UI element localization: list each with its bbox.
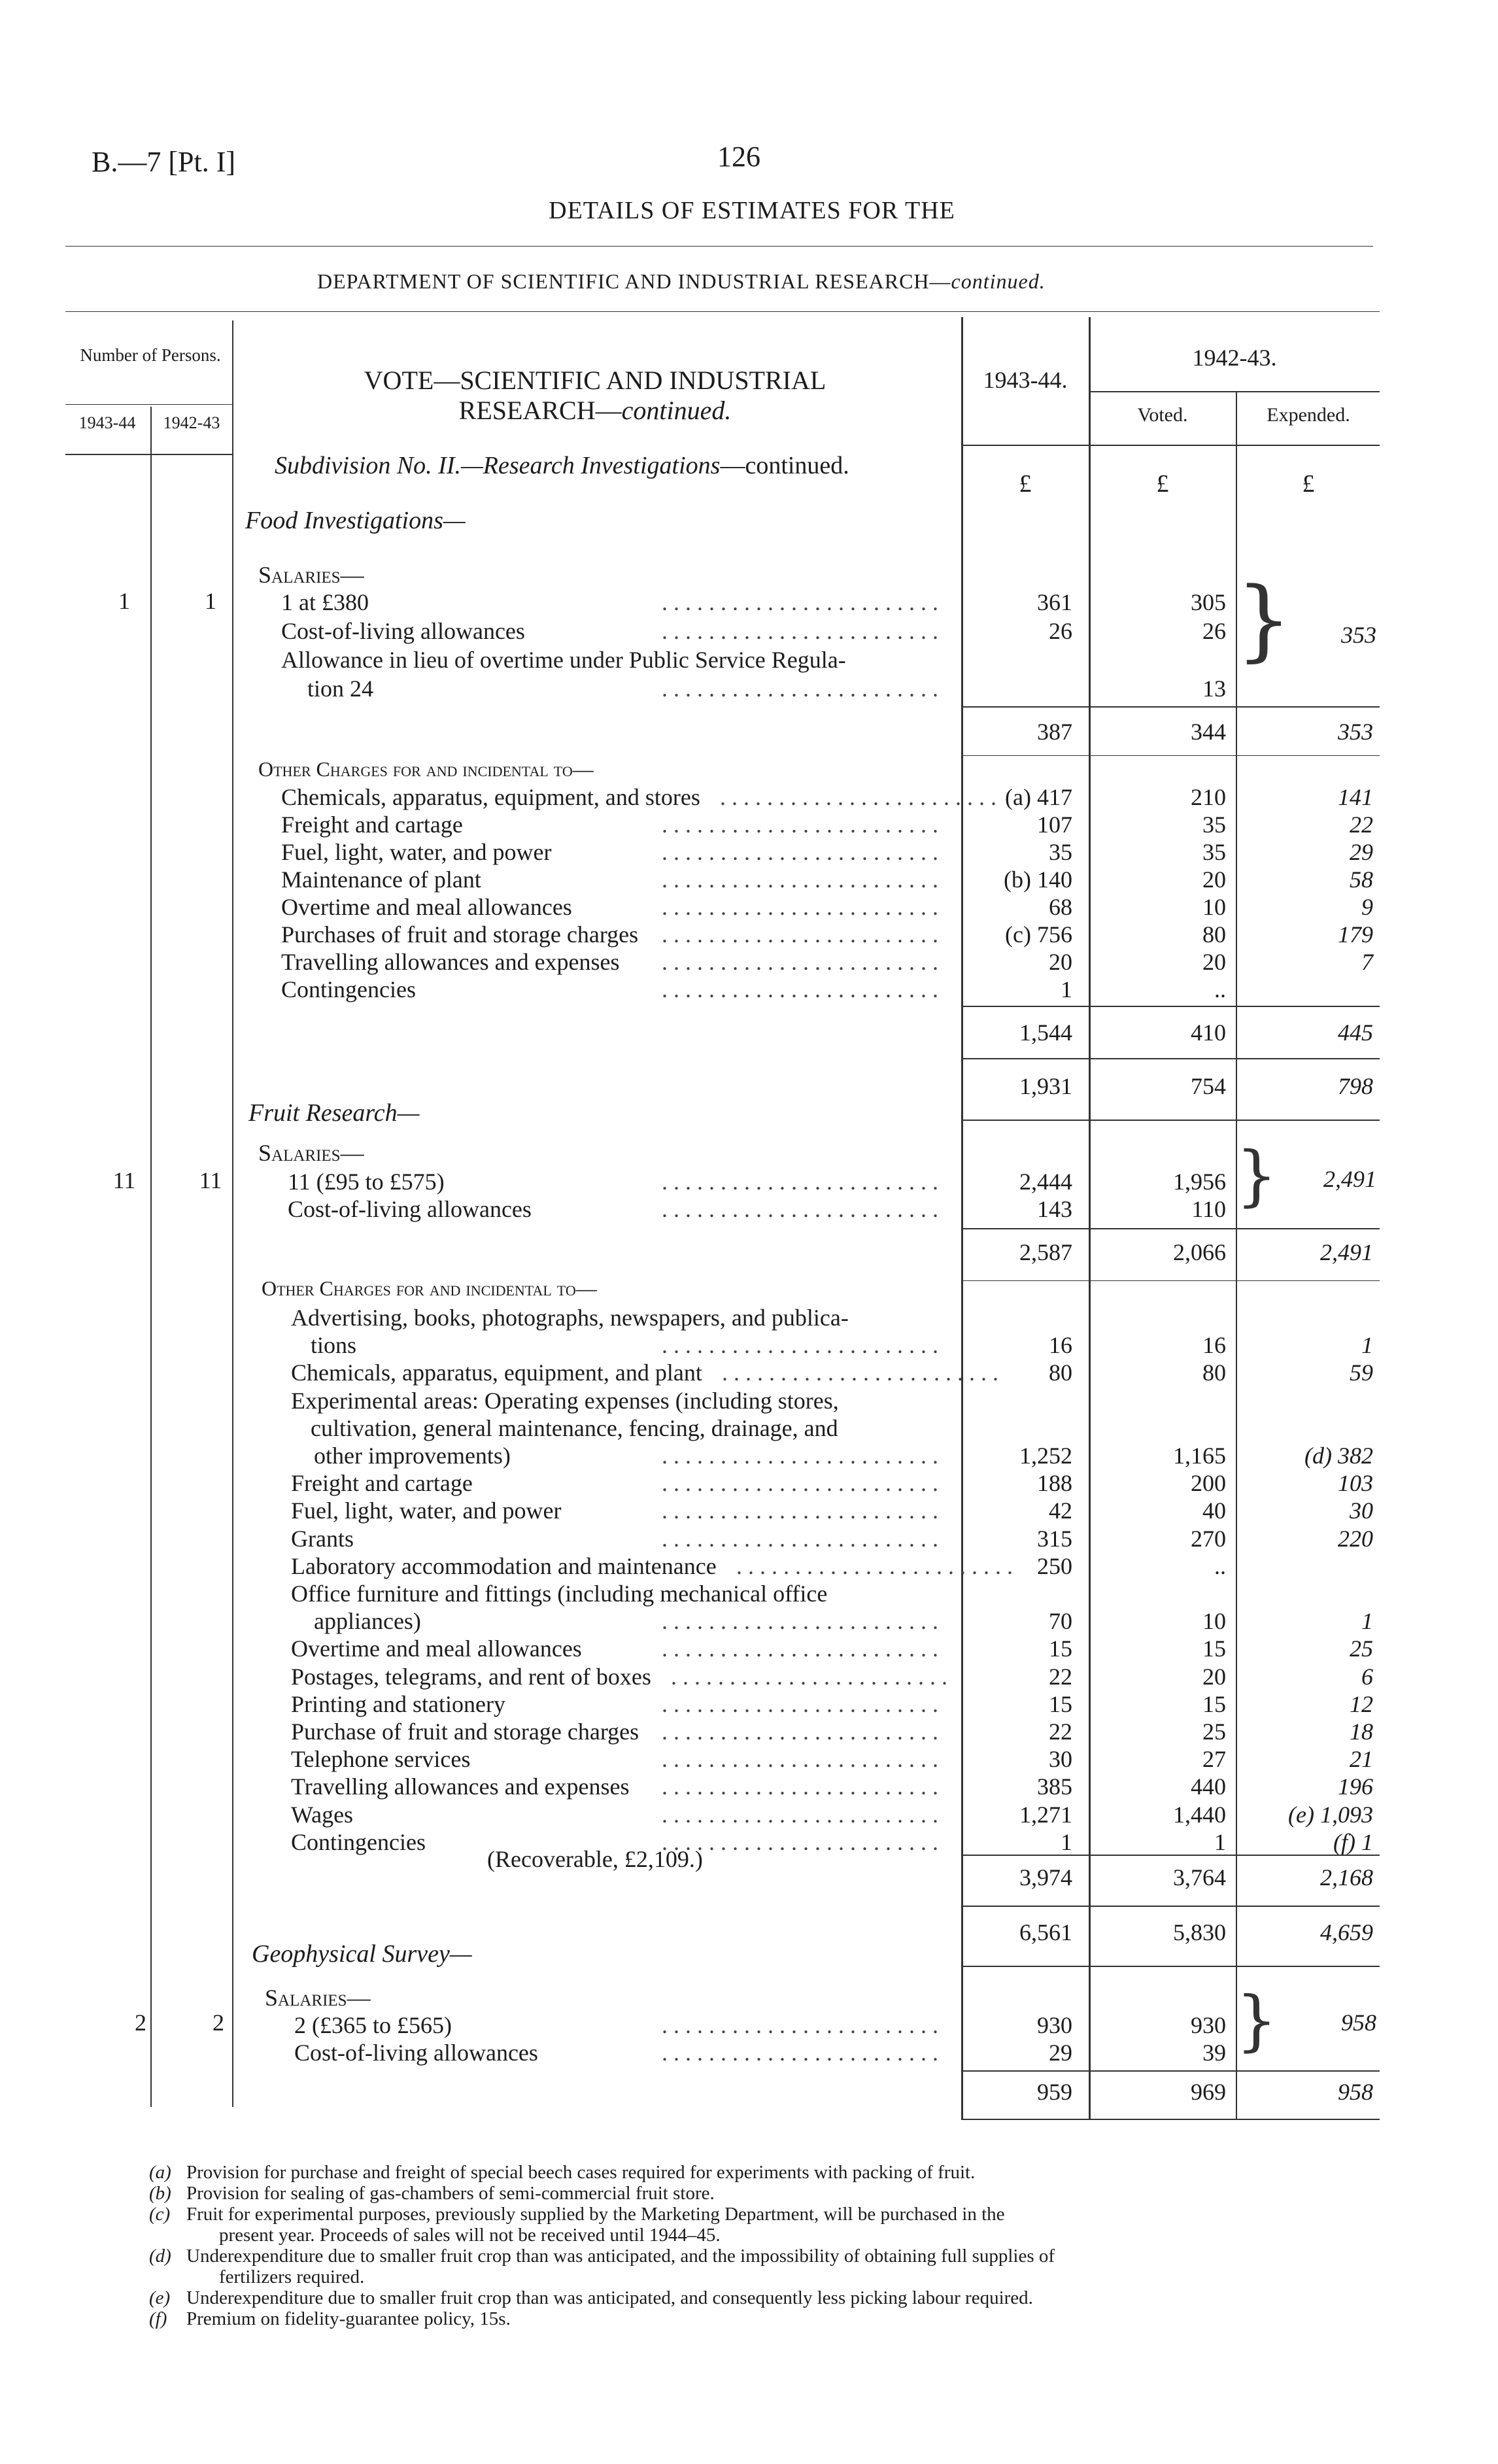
fruit-other-total-1943: 3,974 xyxy=(1019,1864,1072,1891)
dot-leader: . . . . . . . . . . . . . . . . . . . . . . . . xyxy=(662,1525,938,1552)
value-voted: 210 xyxy=(1191,784,1226,810)
dot-leader: . . . . . . . . . . . . . . . . . . . . . . . . xyxy=(662,812,938,838)
footnote-text: present year. Proceeds of sales will not be received until 1944–45. xyxy=(219,2225,721,2246)
dot-leader: . . . . . . . . . . . . . . . . . . . . . . . . xyxy=(722,1360,998,1386)
pound-sign-voted: £ xyxy=(1156,470,1169,498)
line-item-label: Overtime and meal allowances xyxy=(291,1635,582,1662)
value-voted: 40 xyxy=(1202,1497,1226,1524)
value-voted: 20 xyxy=(1202,949,1226,975)
value-expended: 1 xyxy=(1361,1332,1373,1359)
geo-salaries-total-1943: 959 xyxy=(1037,2079,1072,2105)
value-1943: (c) 756 xyxy=(1005,921,1072,948)
document-reference: B.—7 [Pt. I] xyxy=(92,146,235,178)
dot-leader: . . . . . . . . . . . . . . . . . . . . . . . . xyxy=(662,1443,938,1469)
value-voted: 930 xyxy=(1191,2012,1226,2038)
rule-under-department xyxy=(65,311,1380,312)
dot-leader: . . . . . . . . . . . . . . . . . . . . . . . . xyxy=(662,1332,938,1359)
line-item-label: Purchases of fruit and storage charges xyxy=(281,921,639,948)
col-expended-header: Expended. xyxy=(1267,404,1350,426)
value-voted: 27 xyxy=(1202,1746,1226,1773)
line-item-label: Contingencies xyxy=(291,1828,426,1855)
value-1943: (b) 140 xyxy=(1004,866,1072,893)
value-voted: 13 xyxy=(1202,676,1226,702)
rule-1942-header xyxy=(1090,391,1380,392)
value-1943: 29 xyxy=(1049,2040,1072,2066)
footnote-text: Underexpenditure due to smaller fruit crop than was anticipated, and the impossibility of obtaining full supplies of xyxy=(186,2246,1055,2267)
value-1943: 385 xyxy=(1037,1773,1072,1800)
food-other-charges-heading: Other Charges for and incidental to— xyxy=(258,757,594,781)
value-expended: 103 xyxy=(1338,1470,1373,1497)
fruit-salaries-heading: Salaries— xyxy=(258,1140,364,1166)
fruit-grand-total-expended: 4,659 xyxy=(1320,1919,1373,1945)
value-1943: 15 xyxy=(1049,1635,1072,1662)
line-item-label: tions xyxy=(311,1332,357,1359)
line-item-label: Grants xyxy=(291,1525,354,1552)
rule-fruit-other-top xyxy=(961,1280,1380,1281)
pound-sign-expended: £ xyxy=(1302,470,1315,498)
line-item-label: Telephone services xyxy=(291,1746,471,1773)
geophysical-survey-heading: Geophysical Survey— xyxy=(252,1940,472,1968)
dot-leader: . . . . . . . . . . . . . . . . . . . . . . . . xyxy=(662,1828,938,1855)
subdivision-heading xyxy=(275,451,849,480)
dot-leader: . . . . . . . . . . . . . . . . . . . . . . . . xyxy=(662,589,938,615)
footnote-mark: (d) xyxy=(149,2246,171,2267)
food-salaries-total-voted: 344 xyxy=(1191,719,1226,745)
value-voted: 200 xyxy=(1191,1470,1226,1497)
line-item-label: Printing and stationery xyxy=(291,1690,505,1717)
value-voted: .. xyxy=(1214,1552,1226,1579)
footnote-text: fertilizers required. xyxy=(219,2267,365,2287)
value-expended: 179 xyxy=(1338,921,1373,948)
value-1943: 42 xyxy=(1049,1497,1072,1524)
value-1943: 143 xyxy=(1037,1196,1072,1222)
dot-leader: . . . . . . . . . . . . . . . . . . . . . . . . xyxy=(662,1470,938,1497)
value-1943: 16 xyxy=(1049,1332,1072,1359)
line-item-label: Overtime and meal allowances xyxy=(281,894,572,920)
dot-leader: . . . . . . . . . . . . . . . . . . . . . . . . xyxy=(662,618,938,644)
line-item-label: Postages, telegrams, and rent of boxes xyxy=(291,1663,651,1690)
dot-leader: . . . . . . . . . . . . . . . . . . . . . . . . xyxy=(662,976,938,1002)
value-1943: 80 xyxy=(1049,1360,1072,1386)
value-voted: 110 xyxy=(1191,1196,1226,1222)
fruit-salaries-total-expended: 2,491 xyxy=(1320,1239,1373,1265)
value-expended: 25 xyxy=(1350,1635,1373,1662)
dot-leader: . . . . . . . . . . . . . . . . . . . . . . . . xyxy=(662,1773,938,1800)
value-voted: 20 xyxy=(1202,866,1226,893)
value-1943: 30 xyxy=(1049,1746,1072,1773)
value-voted: 39 xyxy=(1202,2040,1226,2066)
pound-sign-1943: £ xyxy=(1019,470,1032,498)
value-expended: 196 xyxy=(1338,1773,1373,1800)
value-expended: (d) 382 xyxy=(1304,1443,1373,1469)
line-item-label: 11 (£95 to £575) xyxy=(288,1169,445,1195)
value-voted: 35 xyxy=(1202,812,1226,838)
value-voted: 10 xyxy=(1202,894,1226,920)
value-expended: 12 xyxy=(1350,1690,1373,1717)
footnote-mark: (f) xyxy=(149,2308,167,2329)
persons-1943-header: 1943-44 xyxy=(78,413,136,432)
value-1943: 250 xyxy=(1037,1552,1072,1579)
line-item-label: Travelling allowances and expenses xyxy=(281,949,620,975)
page-number: 126 xyxy=(717,141,760,173)
fruit-grand-total-voted: 5,830 xyxy=(1173,1919,1226,1945)
line-item-label: tion 24 xyxy=(307,676,374,702)
fruit-persons-1942: 11 xyxy=(199,1167,222,1193)
food-other-total-voted: 410 xyxy=(1191,1019,1226,1046)
fruit-salaries-brace: } xyxy=(1236,1137,1278,1214)
value-expended: 7 xyxy=(1361,949,1373,975)
vote-title-line2 xyxy=(275,395,915,426)
value-1943: 26 xyxy=(1049,618,1072,644)
rule-1943-right xyxy=(1089,317,1091,2119)
value-voted: 16 xyxy=(1202,1332,1226,1359)
footnote-text: Provision for purchase and freight of special beech cases required for experiments with packing of fruit. xyxy=(186,2162,976,2183)
value-1943: 22 xyxy=(1049,1719,1072,1745)
value-expended: 59 xyxy=(1350,1360,1373,1386)
value-voted: .. xyxy=(1214,976,1226,1002)
value-voted: 80 xyxy=(1202,921,1226,948)
dot-leader: . . . . . . . . . . . . . . . . . . . . . . . . xyxy=(662,894,938,920)
rule-fruit-salaries-total xyxy=(961,1228,1380,1229)
food-salaries-brace: } xyxy=(1236,568,1292,671)
fruit-other-total-voted: 3,764 xyxy=(1173,1864,1226,1891)
value-expended: 1 xyxy=(1361,1608,1373,1635)
dot-leader: . . . . . . . . . . . . . . . . . . . . . . . . xyxy=(662,839,938,865)
persons-1942-header: 1942-43 xyxy=(163,413,220,432)
rule-persons-split xyxy=(150,407,152,2107)
line-item-label: Fuel, light, water, and power xyxy=(281,839,552,865)
fruit-persons-1943: 11 xyxy=(112,1167,136,1193)
col-1943-header: 1943-44. xyxy=(983,367,1068,393)
vote-title-continued: continued. xyxy=(621,396,732,425)
dot-leader: . . . . . . . . . . . . . . . . . . . . . . . . xyxy=(662,676,938,702)
dot-leader: . . . . . . . . . . . . . . . . . . . . . . . . xyxy=(662,2012,938,2038)
value-expended: 29 xyxy=(1350,839,1373,865)
value-expended: 58 xyxy=(1350,866,1373,893)
value-expended: 9 xyxy=(1361,894,1373,920)
page-title: DETAILS OF ESTIMATES FOR THE xyxy=(549,197,955,224)
fruit-research-heading: Fruit Research— xyxy=(248,1099,420,1127)
line-item-label: Experimental areas: Operating expenses (including stores, xyxy=(291,1387,839,1414)
dot-leader: . . . . . . . . . . . . . . . . . . . . . . . . xyxy=(662,1801,938,1828)
rule-food-grand-bottom xyxy=(961,1120,1380,1121)
footnote-mark: (b) xyxy=(149,2183,171,2204)
number-of-persons-header: Number of Persons. xyxy=(80,345,221,365)
dot-leader: . . . . . . . . . . . . . . . . . . . . . . . . xyxy=(662,2040,938,2066)
line-item-label: appliances) xyxy=(314,1608,421,1635)
line-item-label: Chemicals, apparatus, equipment, and plant xyxy=(291,1360,702,1386)
food-salaries-total-expended: 353 xyxy=(1338,719,1373,745)
value-voted: 1 xyxy=(1214,1828,1226,1855)
value-expended: 22 xyxy=(1350,812,1373,838)
dot-leader: . . . . . . . . . . . . . . . . . . . . . . . . xyxy=(662,866,938,893)
value-1943: 188 xyxy=(1037,1470,1072,1497)
dot-leader: . . . . . . . . . . . . . . . . . . . . . . . . xyxy=(671,1663,947,1690)
dot-leader: . . . . . . . . . . . . . . . . . . . . . . . . xyxy=(662,1608,938,1635)
value-1943: 35 xyxy=(1049,839,1072,865)
footnote-text: Provision for sealing of gas-chambers of semi-commercial fruit store. xyxy=(186,2183,715,2204)
rule-fruit-other-total xyxy=(961,1855,1380,1856)
value-1943: 22 xyxy=(1049,1663,1072,1690)
value-1943: 2,444 xyxy=(1019,1169,1072,1195)
line-item-label: Cost-of-living allowances xyxy=(294,2040,538,2066)
value-voted: 270 xyxy=(1191,1525,1226,1552)
value-1943: 1 xyxy=(1061,1828,1072,1855)
food-grand-total-expended: 798 xyxy=(1338,1073,1373,1099)
line-item-label: Wages xyxy=(291,1801,354,1828)
department-name: DEPARTMENT OF SCIENTIFIC AND INDUSTRIAL RESEARCH— xyxy=(317,269,951,293)
fruit-salaries-total-1943: 2,587 xyxy=(1019,1239,1072,1265)
value-1943: 315 xyxy=(1037,1525,1072,1552)
dot-leader: . . . . . . . . . . . . . . . . . . . . . . . . xyxy=(662,1497,938,1524)
fruit-grand-total-1943: 6,561 xyxy=(1019,1919,1072,1945)
line-item-label: Office furniture and fittings (including mechanical office xyxy=(291,1581,828,1607)
line-item-label: Cost-of-living allowances xyxy=(281,618,525,644)
food-investigations-heading: Food Investigations— xyxy=(245,507,466,534)
value-1943: 107 xyxy=(1037,812,1072,838)
rule-food-other-total xyxy=(961,1006,1380,1007)
value-expended: (f) 1 xyxy=(1333,1828,1373,1855)
rule-persons-header xyxy=(65,404,232,405)
value-voted: 80 xyxy=(1202,1360,1226,1386)
rule-food-other-top xyxy=(961,755,1380,756)
geo-persons-1943: 2 xyxy=(135,2010,146,2036)
footnote-text: Fruit for experimental purposes, previously supplied by the Marketing Department, will be purchased in the xyxy=(186,2204,1005,2225)
line-item-label: Travelling allowances and expenses xyxy=(291,1773,630,1800)
line-item-label: 1 at £380 xyxy=(281,589,369,615)
department-continued: continued. xyxy=(951,269,1046,293)
value-expended: (e) 1,093 xyxy=(1288,1801,1373,1828)
col-1942-header: 1942-43. xyxy=(1192,345,1277,371)
footnote-mark: (c) xyxy=(149,2204,171,2225)
fruit-other-charges-heading: Other Charges for and incidental to— xyxy=(262,1276,597,1300)
dot-leader: . . . . . . . . . . . . . . . . . . . . . . . . xyxy=(662,1719,938,1745)
rule-geo-salaries-total xyxy=(961,2070,1380,2072)
value-expended: 6 xyxy=(1361,1663,1373,1690)
dot-leader: . . . . . . . . . . . . . . . . . . . . . . . . xyxy=(662,1196,938,1222)
value-voted: 25 xyxy=(1202,1719,1226,1745)
value-1943: 1,271 xyxy=(1019,1801,1072,1828)
food-salaries-brace-expended: 353 xyxy=(1341,622,1376,648)
line-item-label: cultivation, general maintenance, fencing, drainage, and xyxy=(311,1414,838,1441)
value-1943: 15 xyxy=(1049,1690,1072,1717)
vote-title-research: RESEARCH— xyxy=(458,396,622,425)
value-1943: 930 xyxy=(1037,2012,1072,2038)
rule-money-header xyxy=(961,445,1380,446)
footnote-mark: (a) xyxy=(149,2162,171,2183)
fruit-other-total-expended: 2,168 xyxy=(1320,1864,1373,1891)
value-voted: 1,956 xyxy=(1173,1169,1226,1195)
value-voted: 35 xyxy=(1202,839,1226,865)
line-item-label: other improvements) xyxy=(314,1443,511,1469)
value-voted: 1,440 xyxy=(1173,1801,1226,1828)
line-item-label: Chemicals, apparatus, equipment, and stores xyxy=(281,784,700,810)
value-1943: (a) 417 xyxy=(1005,784,1072,810)
dot-leader: . . . . . . . . . . . . . . . . . . . . . . . . xyxy=(662,1746,938,1773)
rule-fruit-grand-bottom xyxy=(961,1966,1380,1967)
value-expended: 21 xyxy=(1350,1746,1373,1773)
geo-salaries-total-expended: 958 xyxy=(1338,2079,1373,2105)
dot-leader: . . . . . . . . . . . . . . . . . . . . . . . . xyxy=(736,1552,1013,1579)
line-item-label: Freight and cartage xyxy=(281,812,463,838)
line-item-label: Advertising, books, photographs, newspapers, and publica- xyxy=(291,1305,849,1331)
dot-leader: . . . . . . . . . . . . . . . . . . . . . . . . xyxy=(720,784,996,810)
geo-salaries-brace-expended: 958 xyxy=(1341,2010,1376,2036)
line-item-label: Allowance in lieu of overtime under Public Service Regula- xyxy=(281,647,846,673)
fruit-salaries-total-voted: 2,066 xyxy=(1173,1239,1226,1265)
food-grand-total-1943: 1,931 xyxy=(1019,1073,1072,1099)
food-salaries-heading: Salaries— xyxy=(258,562,364,588)
rule-food-grand-top xyxy=(961,1058,1380,1059)
food-persons-1942: 1 xyxy=(205,588,216,614)
subdivision-title: Subdivision No. II.—Research Investigations xyxy=(275,452,721,479)
rule-1943-left xyxy=(961,317,963,2119)
line-item-label: Contingencies xyxy=(281,976,416,1002)
value-voted: 26 xyxy=(1202,618,1226,644)
value-voted: 440 xyxy=(1191,1773,1226,1800)
vote-title-line1: VOTE—SCIENTIFIC AND INDUSTRIAL xyxy=(364,366,826,395)
footnote-mark: (e) xyxy=(149,2287,171,2308)
value-expended: 220 xyxy=(1338,1525,1373,1552)
rule-under-title xyxy=(65,246,1373,247)
value-voted: 20 xyxy=(1202,1663,1226,1690)
food-other-total-1943: 1,544 xyxy=(1019,1019,1072,1046)
fruit-salaries-brace-expended: 2,491 xyxy=(1323,1166,1376,1192)
value-voted: 15 xyxy=(1202,1635,1226,1662)
line-item-label: Freight and cartage xyxy=(291,1470,473,1497)
value-1943: 361 xyxy=(1037,589,1072,615)
value-voted: 15 xyxy=(1202,1690,1226,1717)
geo-salaries-brace: } xyxy=(1236,1982,1278,2059)
dot-leader: . . . . . . . . . . . . . . . . . . . . . . . . xyxy=(662,949,938,975)
value-1943: 68 xyxy=(1049,894,1072,920)
food-other-total-expended: 445 xyxy=(1338,1019,1373,1046)
dot-leader: . . . . . . . . . . . . . . . . . . . . . . . . xyxy=(662,1169,938,1195)
value-voted: 10 xyxy=(1202,1608,1226,1635)
value-expended: 18 xyxy=(1350,1719,1373,1745)
footnote-text: Premium on fidelity-guarantee policy, 15s. xyxy=(186,2308,511,2329)
subdivision-continued: —continued. xyxy=(720,452,849,479)
food-salaries-total-1943: 387 xyxy=(1037,719,1072,745)
value-1943: 1 xyxy=(1061,976,1072,1002)
line-item-label: Maintenance of plant xyxy=(281,866,481,893)
department-heading xyxy=(317,269,1046,294)
rule-geo-bottom xyxy=(961,2119,1380,2120)
col-voted-header: Voted. xyxy=(1137,404,1188,426)
food-grand-total-voted: 754 xyxy=(1191,1073,1226,1099)
value-1943: 1,252 xyxy=(1019,1443,1072,1469)
line-item-label: Fuel, light, water, and power xyxy=(291,1497,562,1524)
value-voted: 1,165 xyxy=(1173,1443,1226,1469)
geo-salaries-heading: Salaries— xyxy=(265,1985,371,2011)
value-1943: 70 xyxy=(1049,1608,1072,1635)
footnote-text: Underexpenditure due to smaller fruit crop than was anticipated, and consequently less picking labour required. xyxy=(186,2287,1033,2308)
value-voted: 305 xyxy=(1191,589,1226,615)
line-item-label: 2 (£365 to £565) xyxy=(294,2012,452,2038)
dot-leader: . . . . . . . . . . . . . . . . . . . . . . . . xyxy=(662,1690,938,1717)
dot-leader: . . . . . . . . . . . . . . . . . . . . . . . . xyxy=(662,921,938,948)
dot-leader: . . . . . . . . . . . . . . . . . . . . . . . . xyxy=(662,1635,938,1662)
line-item-label: Laboratory accommodation and maintenance xyxy=(291,1552,717,1579)
rule-fruit-grand-top xyxy=(961,1906,1380,1907)
value-expended: 141 xyxy=(1338,784,1373,810)
rule-food-salaries-total xyxy=(961,706,1380,708)
line-item-label: Purchase of fruit and storage charges xyxy=(291,1719,639,1745)
value-1943: 20 xyxy=(1049,949,1072,975)
value-expended: 30 xyxy=(1350,1497,1373,1524)
line-item-label: Cost-of-living allowances xyxy=(288,1196,532,1222)
rule-persons-under xyxy=(65,454,232,455)
food-persons-1943: 1 xyxy=(118,588,130,614)
fruit-recoverable-note: (Recoverable, £2,109.) xyxy=(487,1846,703,1872)
geo-persons-1942: 2 xyxy=(213,2010,224,2036)
geo-salaries-total-voted: 969 xyxy=(1191,2079,1226,2105)
